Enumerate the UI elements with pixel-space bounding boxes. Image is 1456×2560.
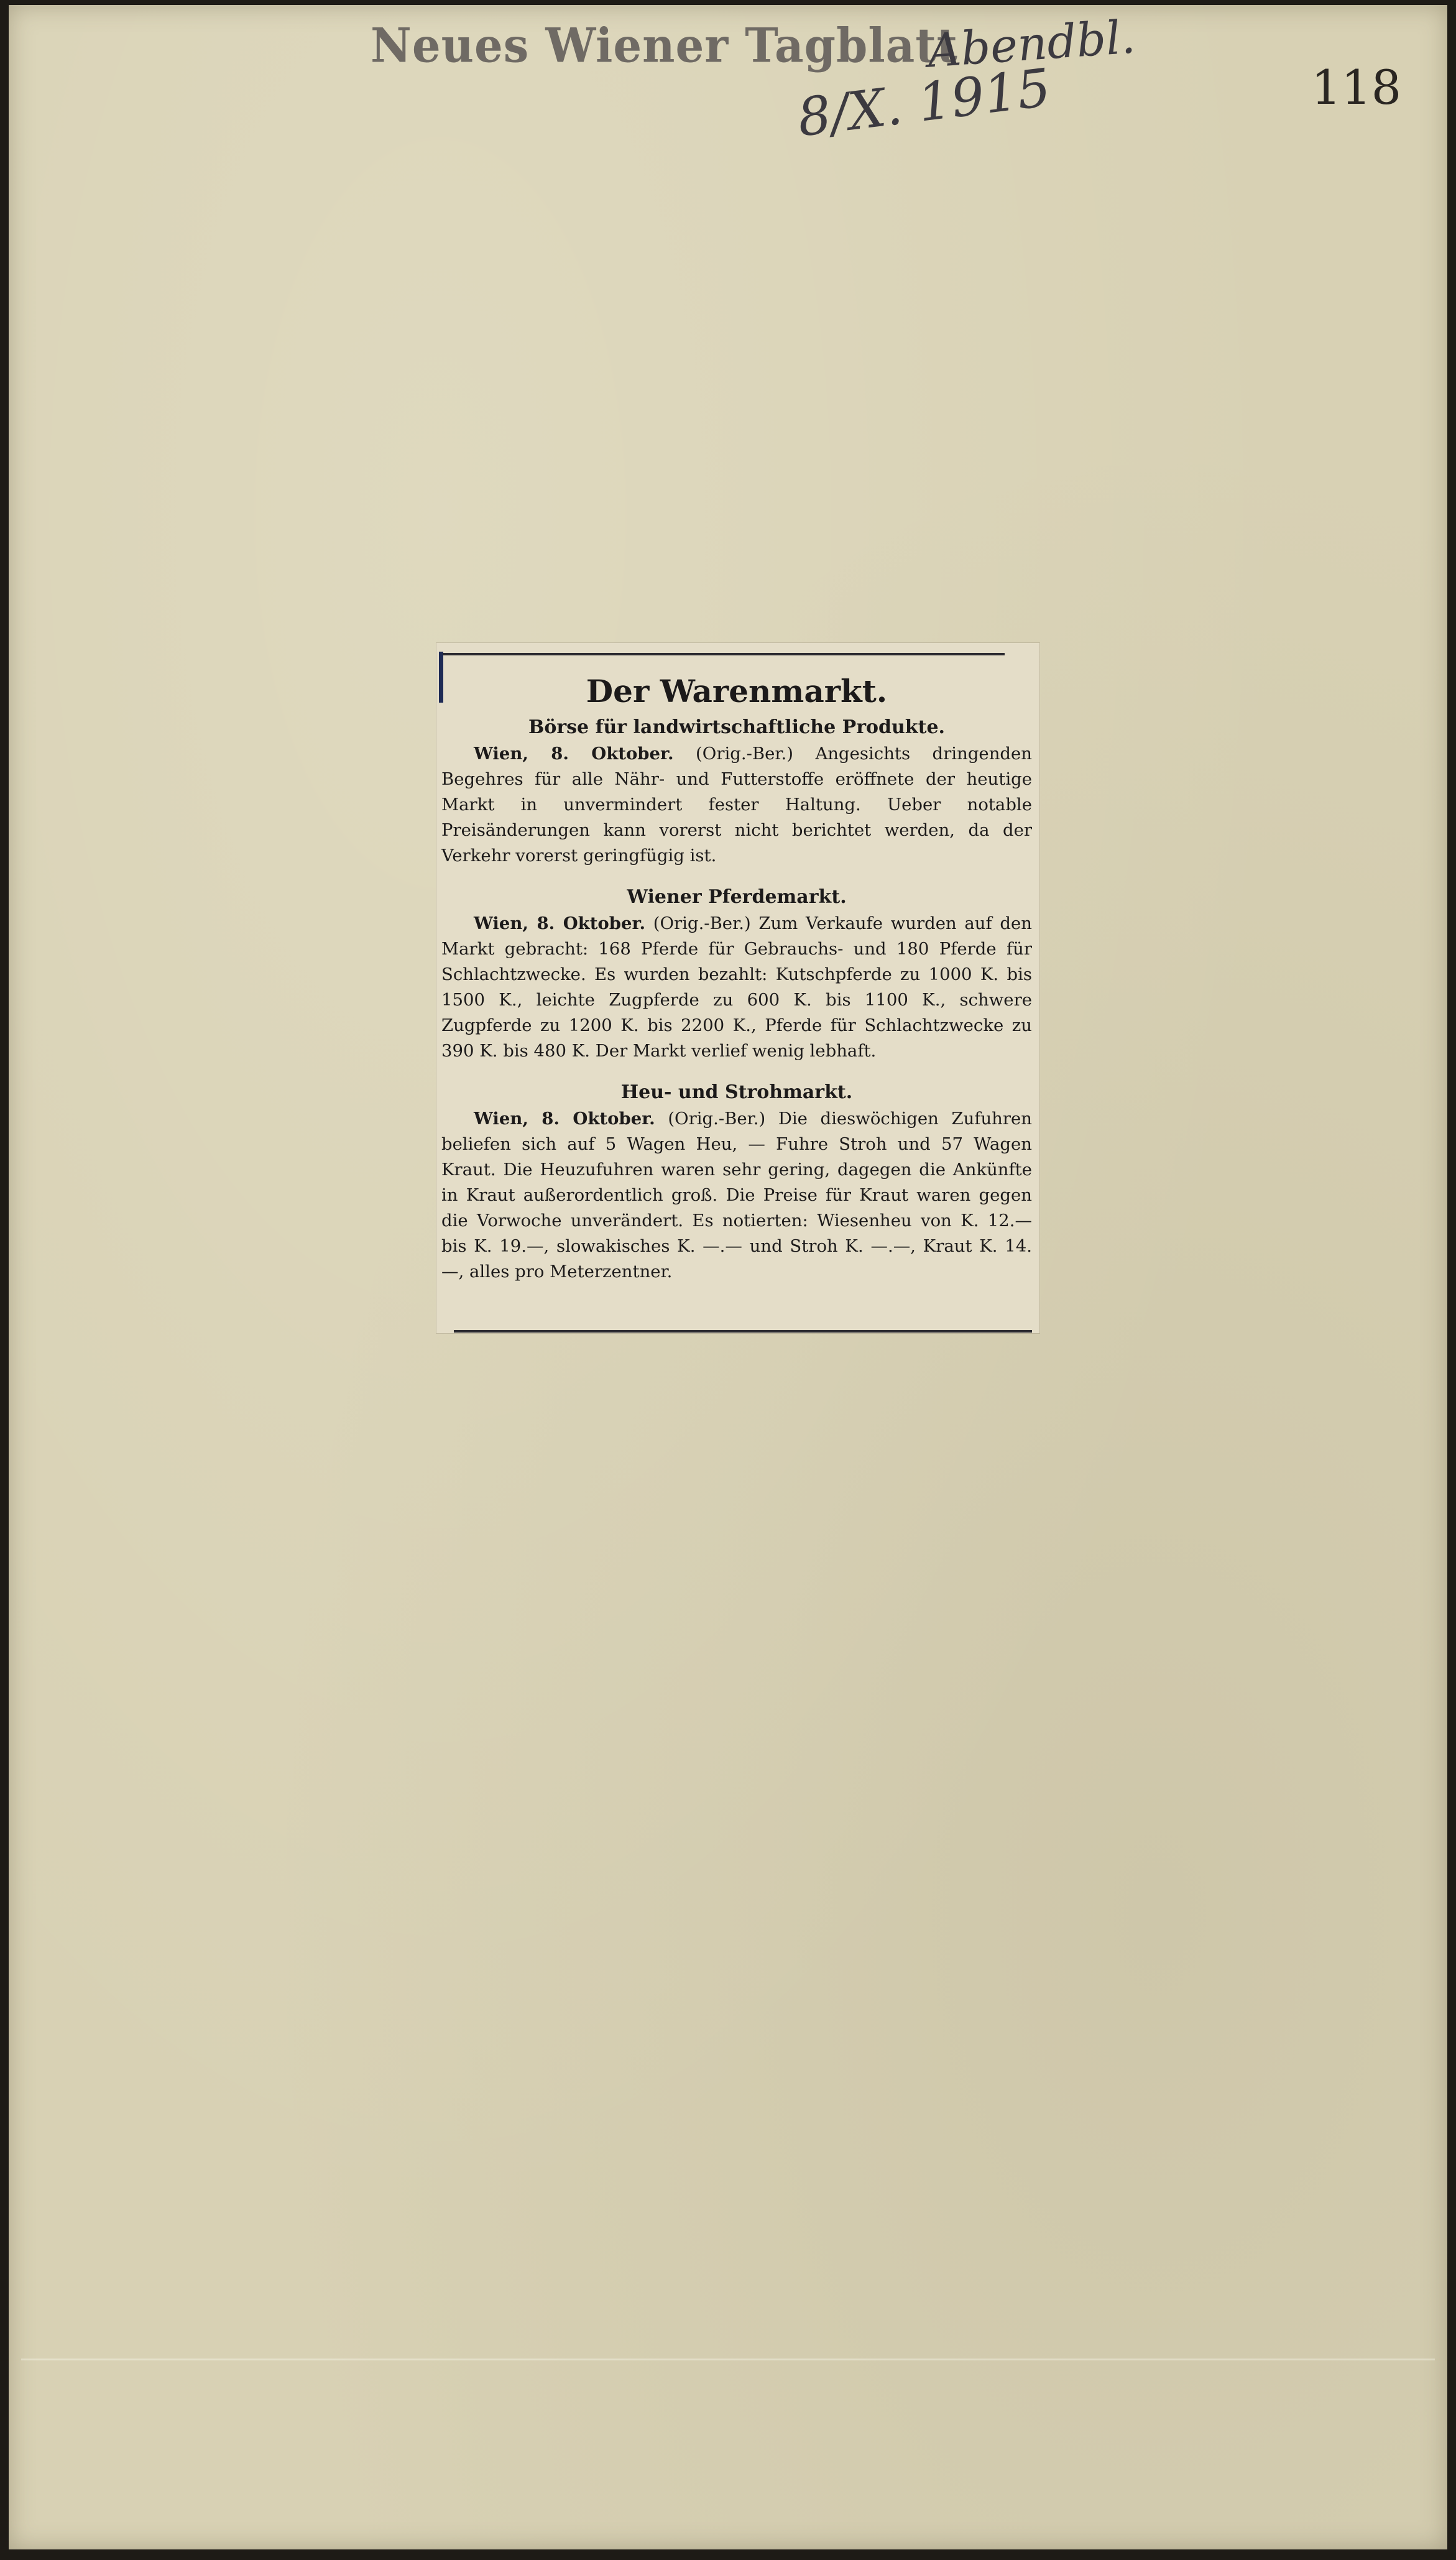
section-heading: Wiener Pferdemarkt. (627, 886, 847, 908)
section-paragraph (441, 1106, 1032, 1285)
section-paragraph (441, 741, 1032, 869)
newspaper-stamp: Neues Wiener Tagblatt (371, 17, 958, 73)
newspaper-clipping (436, 643, 1039, 1333)
dateline: Wien, 8. Oktober. (474, 913, 646, 933)
section-body: (Orig.-Ber.) Zum Verkaufe wurden auf den Markt gebracht: 168 Pferde für Gebrauchs- und 180 Pferde für Schlachtzwecke. Es wurden bezahlt: Kutschpferde zu 1000 K. bis 1500 K., leichte Zugpferde zu 600 K. bis 1100 K., schwere Zugpferde zu 1200 K. bis 2200 K., Pferde für Schlachtzwecke zu 390 K. bis 480 K. Der Markt verlief wenig lebhaft. (441, 913, 1032, 1061)
fold-line (21, 2359, 1435, 2360)
dateline: Wien, 8. Oktober. (474, 744, 674, 764)
section-body: (Orig.-Ber.) Die dieswöchigen Zufuhren beliefen sich auf 5 Wagen Heu, — Fuhre Stroh und 57 Wagen Kraut. Die Heuzufuhren waren sehr gering, dagegen die Ankünfte in Kraut außerordentlich groß. Die Preise für Kraut waren gegen die Vorwoche unverändert. Es notierten: Wiesenheu von K. 12.— bis K. 19.—, slowakisches K. —.— und Stroh K. —.—, Kraut K. 14.—, alles pro Meterzentner. (441, 1109, 1033, 1282)
handwritten-note: Abendbl. (926, 10, 1137, 78)
handwritten-date: 8/X. 1915 (794, 57, 1054, 149)
section-body: (Orig.-Ber.) Angesichts dringenden Begehres für alle Nähr- und Futterstoffe eröffnete der heutige Markt in unvermindert fester Haltung. Ueber notable Preisänderungen kann vorerst nicht berichtet werden, da der Verkehr vorerst geringfügig ist. (441, 744, 1032, 866)
page-number: 118 (1311, 60, 1402, 115)
section-paragraph (441, 911, 1032, 1064)
clipping-title: Der Warenmarkt. (586, 673, 888, 709)
section-heading: Heu- und Strohmarkt. (620, 1081, 853, 1103)
bottom-rule (454, 1330, 1032, 1333)
section-heading: Börse für landwirtschaftliche Produkte. (528, 716, 945, 738)
top-rule (443, 653, 1005, 655)
clipping-text (441, 672, 1032, 1285)
dateline: Wien, 8. Oktober. (474, 1109, 655, 1129)
archive-sheet (9, 5, 1447, 2549)
